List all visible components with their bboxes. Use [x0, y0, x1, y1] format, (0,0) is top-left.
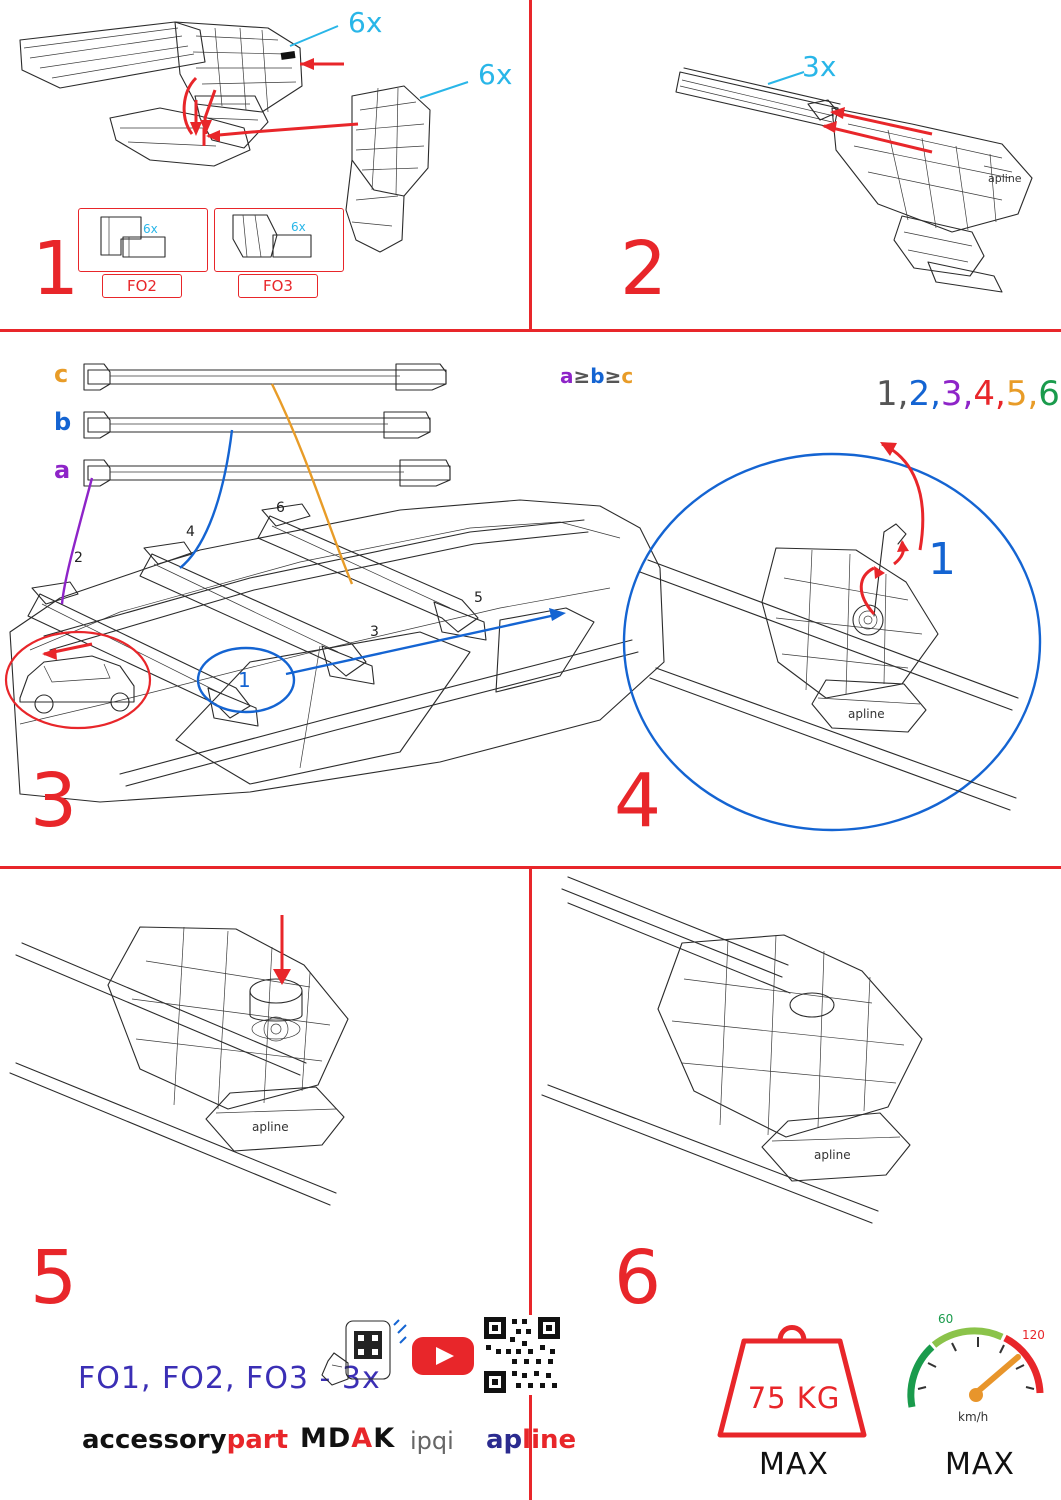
step-6-number: 6 — [614, 1235, 662, 1321]
step-2-illustration — [532, 0, 1061, 329]
callout-6x-top: 6x — [348, 6, 383, 39]
step-6-illustration — [532, 869, 1061, 1269]
svg-text:apline: apline — [252, 1120, 289, 1134]
step-2-number: 2 — [620, 226, 668, 312]
position-number-5: 5 — [474, 590, 483, 606]
bar-label-a: a — [54, 456, 71, 484]
position-number-3: 3 — [370, 624, 379, 640]
youtube-icon[interactable] — [410, 1333, 476, 1379]
inset-fo2 — [78, 208, 208, 272]
max-load-icon — [702, 1301, 882, 1441]
position-number-6: 6 — [276, 500, 285, 516]
divider-vertical-top — [529, 0, 532, 329]
brand-apline: apline — [486, 1425, 577, 1455]
inset-fo3 — [214, 208, 344, 272]
position-number-2: 2 — [74, 550, 83, 566]
step-3-4-panel — [0, 332, 1061, 866]
callout-3x: 3x — [802, 50, 837, 83]
bar-label-b: b — [54, 408, 72, 436]
step-1-number: 1 — [32, 226, 80, 312]
parts-list-text: FO1, FO2, FO3 - 3x — [78, 1361, 381, 1396]
position-number-1-highlight: 1 — [238, 668, 251, 692]
tighten-sequence: 1,2,3,4,5,6 — [876, 374, 1060, 414]
bar-label-c: c — [54, 360, 69, 388]
svg-text:apline: apline — [848, 707, 885, 721]
step-4-number: 4 — [614, 758, 662, 844]
max-load-value: 75 KG — [747, 1381, 841, 1415]
step-1-panel — [0, 0, 529, 329]
max-speed-icon — [892, 1297, 1061, 1437]
inset-fo2-label: FO2 — [102, 274, 182, 298]
svg-text:apline: apline — [814, 1148, 851, 1162]
brand-accessorypart: accessorypart — [82, 1425, 289, 1455]
step-2-panel — [532, 0, 1061, 329]
svg-text:km/h: km/h — [958, 1410, 989, 1424]
speed-tick-60: 60 — [938, 1312, 954, 1326]
max-load-label: MAX — [759, 1447, 829, 1482]
step-5-illustration — [0, 869, 529, 1269]
step-6-panel — [532, 869, 1061, 1500]
svg-text:6x: 6x — [143, 222, 158, 236]
step-5-panel — [0, 869, 577, 1500]
inset-fo3-label: FO3 — [238, 274, 318, 298]
detail-turn-number: 1 — [928, 534, 956, 585]
rule-abc: a≥b≥c — [560, 364, 634, 388]
brand-mdak: MDAK — [300, 1423, 396, 1454]
position-number-4: 4 — [186, 524, 195, 540]
svg-text:apline: apline — [988, 172, 1022, 185]
speed-tick-120: 120 — [1022, 1328, 1045, 1342]
step-3-number: 3 — [30, 758, 78, 844]
svg-text:6x: 6x — [291, 220, 306, 234]
brand-ipqi: ipqi — [410, 1427, 454, 1455]
max-speed-label: MAX — [945, 1447, 1015, 1482]
callout-6x-right: 6x — [478, 58, 513, 91]
step-5-number: 5 — [30, 1235, 78, 1321]
